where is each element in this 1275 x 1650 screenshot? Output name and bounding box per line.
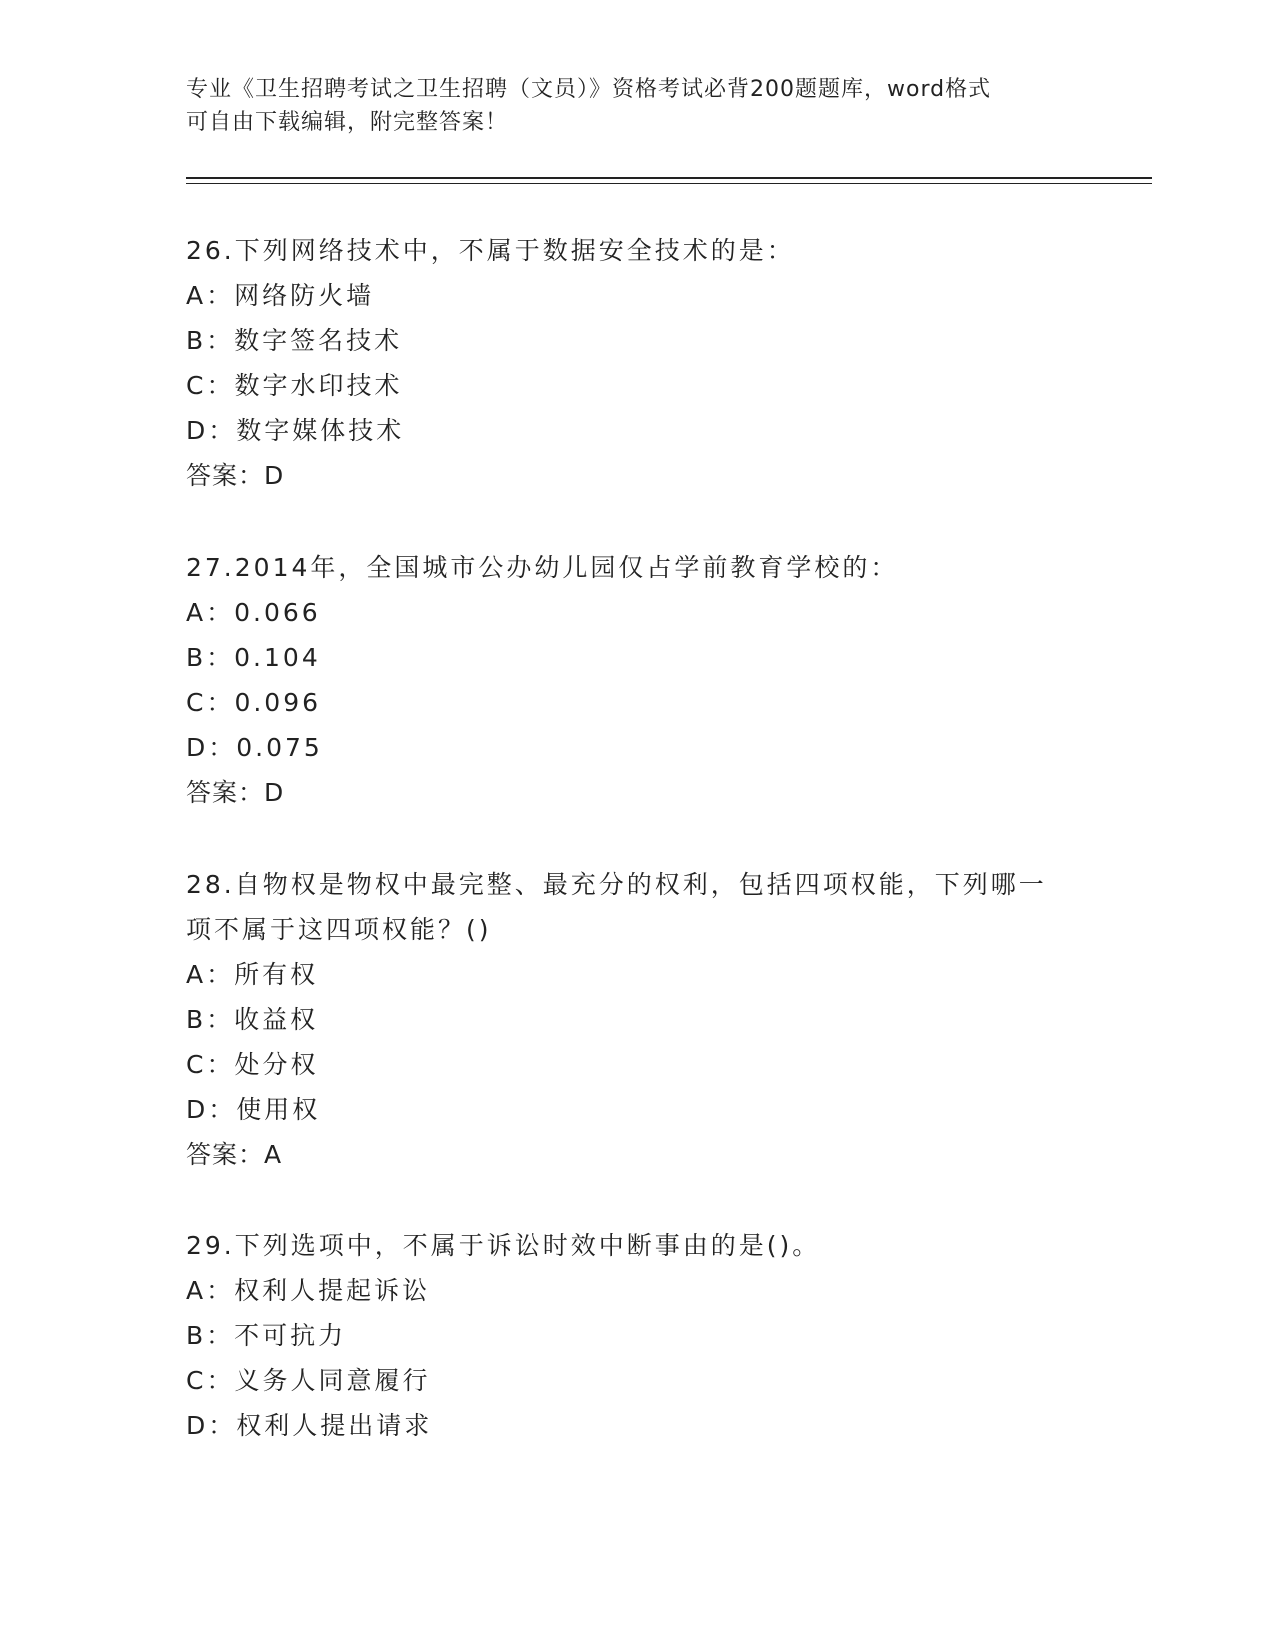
header-line-2: 可自由下载编辑，附完整答案！ <box>186 110 509 135</box>
answer: 答案：D <box>186 461 285 490</box>
question-stem-continued: 项不属于这四项权能？() <box>186 915 492 944</box>
option-c: C：义务人同意履行 <box>186 1366 431 1395</box>
option-d: D：数字媒体技术 <box>186 416 405 445</box>
option-c: C：处分权 <box>186 1050 319 1079</box>
option-d: D：使用权 <box>186 1095 321 1124</box>
option-d: D：权利人提出请求 <box>186 1411 433 1440</box>
answer: 答案：A <box>186 1140 283 1169</box>
question-stem: 27.2014年，全国城市公办幼儿园仅占学前教育学校的： <box>186 553 899 582</box>
question-26 <box>186 228 1086 498</box>
option-d: D：0.075 <box>186 733 323 762</box>
option-a: A：0.066 <box>186 598 321 627</box>
header-divider-bottom <box>186 183 1152 184</box>
option-a: A：权利人提起诉讼 <box>186 1276 431 1305</box>
option-b: B：数字签名技术 <box>186 326 403 355</box>
document-header <box>186 73 1086 139</box>
header-line-1: 专业《卫生招聘考试之卫生招聘（文员）》资格考试必背200题题库，word格式 <box>186 77 992 102</box>
option-b: B：0.104 <box>186 643 321 672</box>
question-27 <box>186 545 1086 815</box>
option-a: A：所有权 <box>186 960 319 989</box>
question-stem: 26.下列网络技术中，不属于数据安全技术的是： <box>186 236 795 265</box>
option-b: B：不可抗力 <box>186 1321 347 1350</box>
question-stem: 29.下列选项中，不属于诉讼时效中断事由的是()。 <box>186 1231 821 1260</box>
option-a: A：网络防火墙 <box>186 281 375 310</box>
question-29 <box>186 1223 1086 1448</box>
question-28 <box>186 862 1086 1177</box>
answer: 答案：D <box>186 778 285 807</box>
header-divider-top <box>186 177 1152 179</box>
option-c: C：0.096 <box>186 688 322 717</box>
question-stem: 28.自物权是物权中最完整、最充分的权利，包括四项权能，下列哪一 <box>186 870 1047 899</box>
option-c: C：数字水印技术 <box>186 371 403 400</box>
option-b: B：收益权 <box>186 1005 319 1034</box>
